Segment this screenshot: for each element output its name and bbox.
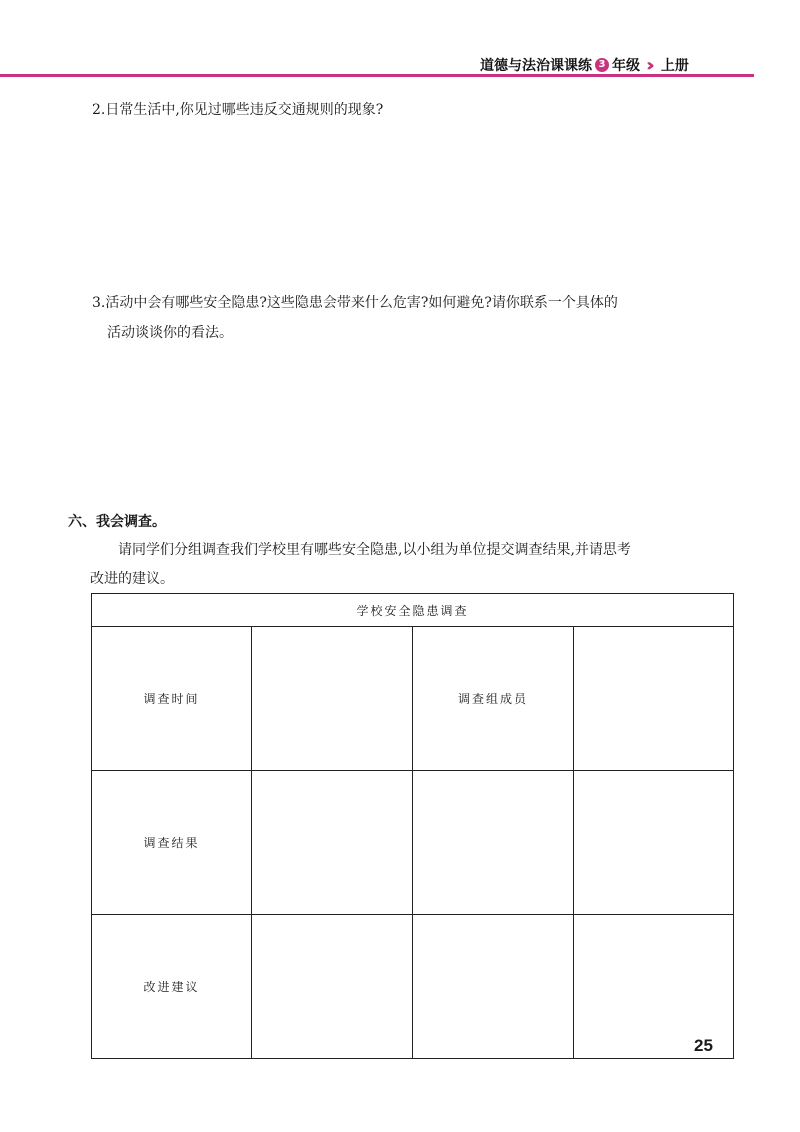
survey-members-answer[interactable] xyxy=(574,627,734,771)
survey-results-answer-2[interactable] xyxy=(413,771,574,915)
double-chevron-right-icon: ›› xyxy=(646,54,649,76)
section-6-instruction xyxy=(90,536,742,594)
improvement-label: 改进建议 xyxy=(92,915,252,1059)
grade-number-badge: 3 xyxy=(595,58,609,72)
instruction-line-1: 请同学们分组调查我们学校里有哪些安全隐患,以小组为单位提交调查结果,并请思考 xyxy=(118,542,631,558)
improvement-answer-2[interactable] xyxy=(413,915,574,1059)
survey-time-label: 调查时间 xyxy=(92,627,252,771)
survey-results-answer-1[interactable] xyxy=(252,771,413,915)
table-title-row xyxy=(92,594,734,627)
page-number: 25 xyxy=(694,1036,713,1055)
volume-label: 上册 xyxy=(660,58,689,74)
survey-time-answer[interactable] xyxy=(252,627,413,771)
grade-suffix: 年级 xyxy=(612,58,640,74)
table-title: 学校安全隐患调查 xyxy=(92,594,734,627)
survey-table xyxy=(91,593,734,1059)
table-row xyxy=(92,915,734,1059)
survey-results-label: 调查结果 xyxy=(92,771,252,915)
question-3-line-2: 活动谈谈你的看法。 xyxy=(107,325,233,341)
header-accent-line xyxy=(0,74,754,77)
survey-members-label: 调查组成员 xyxy=(413,627,574,771)
book-title: 道德与法治课课练 xyxy=(480,58,592,74)
improvement-answer-1[interactable] xyxy=(252,915,413,1059)
instruction-line-2: 改进的建议。 xyxy=(90,571,174,587)
question-2: 2.日常生活中,你见过哪些违反交通规则的现象? xyxy=(92,102,384,118)
question-3 xyxy=(92,288,742,348)
survey-results-answer-3[interactable] xyxy=(574,771,734,915)
table-row xyxy=(92,627,734,771)
section-6-title: 六、我会调查。 xyxy=(68,514,166,530)
table-row xyxy=(92,771,734,915)
running-header xyxy=(480,56,689,74)
question-3-line-1: 3.活动中会有哪些安全隐患?这些隐患会带来什么危害?如何避免?请你联系一个具体的 xyxy=(92,295,618,311)
